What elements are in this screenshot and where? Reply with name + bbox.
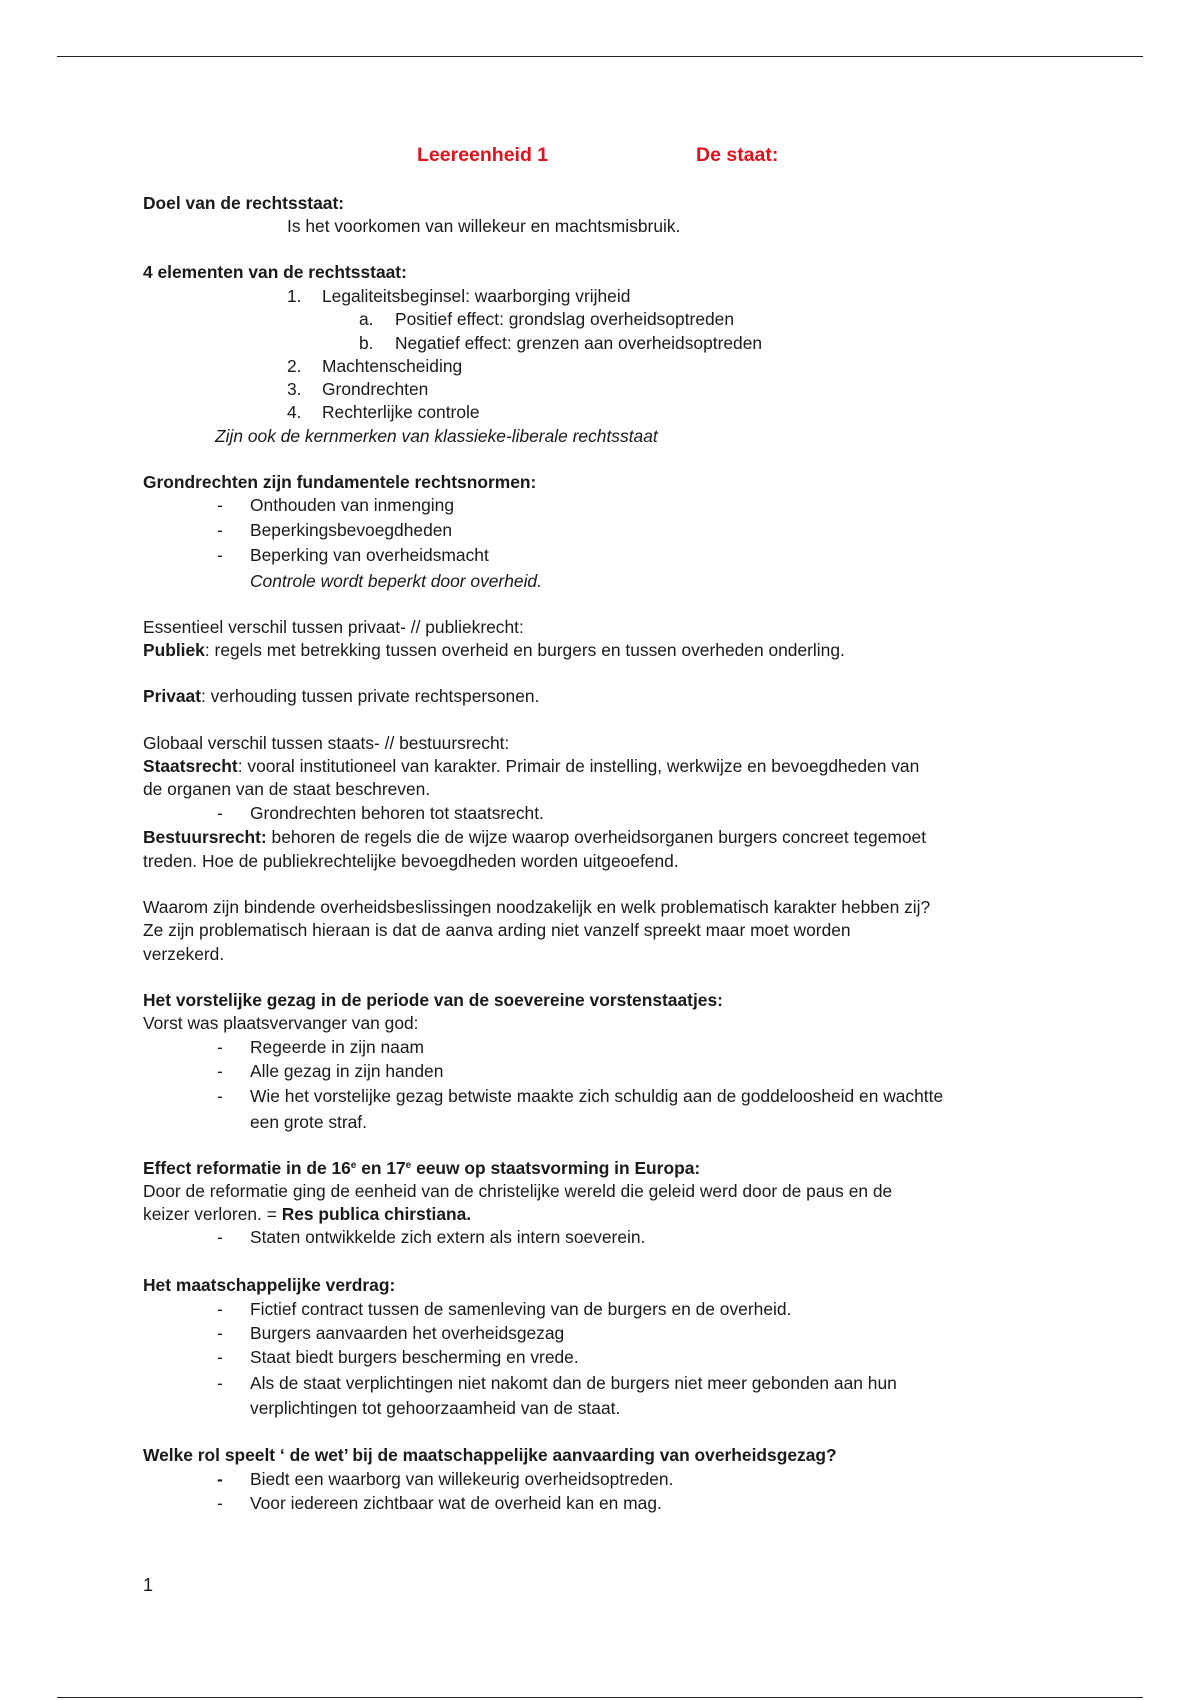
heading-part: en 17 [356,1158,406,1178]
section-heading: 4 elementen van de rechtsstaat: [143,262,407,282]
heading-part: eeuw op staatsvorming in Europa: [411,1158,701,1178]
paragraph: Door de reformatie ging de eenheid van de christelijke wereld die geleid werd door de paus en de [143,1181,893,1201]
page-number: 1 [143,1575,154,1595]
term-text: behoren de regels die de wijze waarop overheidsorganen burgers concreet tegemoet [266,827,927,847]
bullet-dash: - [217,545,223,565]
list-letter: a. [359,309,374,329]
list-item: Positief effect: grondslag overheidsoptreden [395,309,735,329]
list-item-continuation: verplichtingen tot gehoorzaamheid van de staat. [250,1398,621,1418]
bullet-dash: - [217,1227,223,1247]
list-item: Machtenscheiding [322,356,463,376]
bullet-dash: - [217,1469,223,1489]
section-heading: Het vorstelijke gezag in de periode van de soevereine vorstenstaatjes: [143,990,723,1010]
list-item: Beperking van overheidsmacht [250,545,489,565]
list-item-continuation: een grote straf. [250,1112,367,1132]
list-item: Onthouden van inmenging [250,495,455,515]
paragraph: treden. Hoe de publiekrechtelijke bevoegdheden worden uitgeoefend. [143,851,679,871]
list-item: Fictief contract tussen de samenleving van de burgers en de overheid. [250,1299,792,1319]
term-text: : verhouding tussen private rechtspersonen. [201,686,540,706]
term-text: : regels met betrekking tussen overheid en burgers en tussen overheden onderling. [204,640,845,660]
bullet-dash: - [217,803,223,823]
paragraph [143,642,845,659]
paragraph: Ze zijn problematisch hieraan is dat de aanva arding niet vanzelf spreekt maar moet worden [143,920,851,940]
superscript: e [350,1160,357,1171]
list-number: 2. [287,356,302,376]
bullet-dash: - [217,1086,223,1106]
list-number: 4. [287,402,302,422]
bullet-dash: - [217,1061,223,1081]
paragraph: Is het voorkomen van willekeur en machtsmisbruik. [287,216,681,236]
bullet-dash: - [217,1323,223,1343]
term-label: Privaat [143,686,202,706]
page-title: De staat: [696,144,779,166]
paragraph [143,829,926,846]
bullet-dash: - [217,1493,223,1513]
bullet-dash: - [217,1373,223,1393]
paragraph [143,758,919,775]
heading-part: Effect reformatie in de 16 [143,1158,351,1178]
list-item: Als de staat verplichtingen niet nakomt dan de burgers niet meer gebonden aan hun [250,1373,897,1393]
term-text: : vooral institutioneel van karakter. Primair de instelling, werkwijze en bevoegdheden van [237,756,920,776]
list-item: Alle gezag in zijn handen [250,1061,444,1081]
list-item: Wie het vorstelijke gezag betwiste maakte zich schuldig aan de goddeloosheid en wachtte [250,1086,944,1106]
term-label: Publiek [143,640,205,660]
list-item: Staten ontwikkelde zich extern als intern soeverein. [250,1227,646,1247]
superscript: e [405,1160,412,1171]
list-number: 3. [287,379,302,399]
list-item: Negatief effect: grenzen aan overheidsoptreden [395,333,763,353]
list-item: Staat biedt burgers bescherming en vrede. [250,1347,579,1367]
paragraph: Essentieel verschil tussen privaat- // publiekrecht: [143,617,524,637]
term-text: keizer verloren. = [143,1204,282,1224]
italic-note: Zijn ook de kernmerken van klassieke-liberale rechtsstaat [215,426,658,446]
list-item: Grondrechten behoren tot staatsrecht. [250,803,544,823]
list-item: Rechterlijke controle [322,402,480,422]
unit-title: Leereenheid 1 [417,144,549,166]
list-item: Beperkingsbevoegdheden [250,520,453,540]
italic-note: Controle wordt beperkt door overheid. [250,571,542,591]
list-letter: b. [359,333,374,353]
term-label: Staatsrecht [143,756,238,776]
paragraph [143,688,539,705]
section-heading: Doel van de rechtsstaat: [143,193,345,213]
list-item: Legaliteitsbeginsel: waarborging vrijheid [322,286,631,306]
paragraph [143,1206,471,1223]
bullet-dash: - [217,495,223,515]
list-item: Voor iedereen zichtbaar wat de overheid kan en mag. [250,1493,662,1513]
list-item: Biedt een waarborg van willekeurig overheidsoptreden. [250,1469,674,1489]
list-number: 1. [287,286,302,306]
paragraph: Waarom zijn bindende overheidsbeslissingen noodzakelijk en welk problematisch karakter hebben zij? [143,897,931,917]
paragraph: de organen van de staat beschreven. [143,779,431,799]
bullet-dash: - [217,1347,223,1367]
section-heading: Grondrechten zijn fundamentele rechtsnormen: [143,472,537,492]
list-item: Regeerde in zijn naam [250,1037,425,1057]
section-heading: Welke rol speelt ‘ de wet’ bij de maatschappelijke aanvaarding van overheidsgezag? [143,1445,837,1465]
bullet-dash: - [217,1299,223,1319]
paragraph: verzekerd. [143,944,225,964]
bullet-dash: - [217,520,223,540]
list-item: Burgers aanvaarden het overheidsgezag [250,1323,565,1343]
term-label: Bestuursrecht: [143,827,267,847]
header-rule [57,56,1143,57]
footer-rule [57,1697,1143,1698]
paragraph: Vorst was plaatsvervanger van god: [143,1013,419,1033]
term-label: Res publica chirstiana. [281,1204,472,1224]
paragraph: Globaal verschil tussen staats- // bestuursrecht: [143,733,510,753]
section-heading [143,1160,700,1177]
bullet-dash: - [217,1037,223,1057]
list-item: Grondrechten [322,379,429,399]
section-heading: Het maatschappelijke verdrag: [143,1275,396,1295]
